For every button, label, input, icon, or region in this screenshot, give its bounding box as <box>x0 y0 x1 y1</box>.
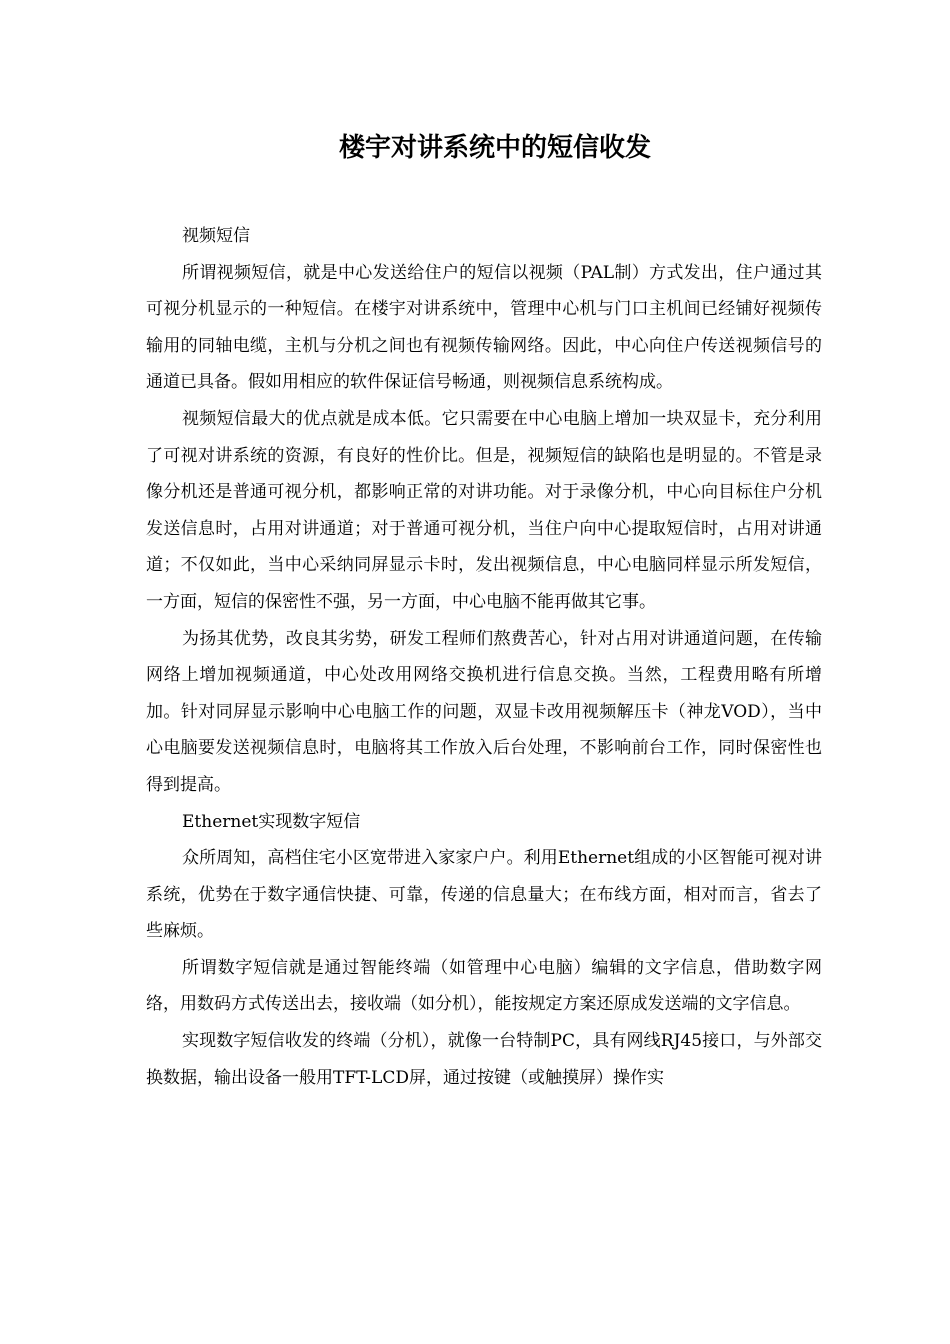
document-body <box>146 218 822 1096</box>
paragraph: 视频短信最大的优点就是成本低。它只需要在中心电脑上增加一块双显卡，充分利用了可视对讲系统的资源，有良好的性价比。但是，视频短信的缺陷也是明显的。不管是录像分机还是普通可视分机，都影响正常的对讲功能。对于录像分机，中心向目标住户分机发送信息时，占用对讲通道；对于普通可视分机，当住户向中心提取短信时，占用对讲通道；不仅如此，当中心采纳同屏显示卡时，发出视频信息，中心电脑同样显示所发短信，一方面，短信的保密性不强，另一方面，中心电脑不能再做其它事。 <box>146 408 822 612</box>
document-title: 楼宇对讲系统中的短信收发 <box>338 133 651 163</box>
paragraph: 众所周知，高档住宅小区宽带进入家家户户。利用Ethernet组成的小区智能可视对讲系统，优势在于数字通信快捷、可靠，传递的信息量大；在布线方面，相对而言，省去了些麻烦。 <box>146 848 822 942</box>
section-heading-video-sms: 视频短信 <box>182 226 250 246</box>
paragraph: 为扬其优势，改良其劣势，研发工程师们熬费苦心，针对占用对讲通道问题，在传输网络上增加视频通道，中心处改用网络交换机进行信息交换。当然，工程费用略有所增加。针对同屏显示影响中心电脑工作的问题，双显卡改用视频解压卡（神龙VOD），当中心电脑要发送视频信息时，电脑将其工作放入后台处理，不影响前台工作，同时保密性也得到提高。 <box>146 628 822 795</box>
paragraph: 实现数字短信收发的终端（分机），就像一台特制PC，具有网线RJ45接口，与外部交换数据，输出设备一般用TFT-LCD屏，通过按键（或触摸屏）操作实 <box>146 1031 822 1088</box>
paragraph: 所谓数字短信就是通过智能终端（如管理中心电脑）编辑的文字信息，借助数字网络，用数码方式传送出去，接收端（如分机），能按规定方案还原成发送端的文字信息。 <box>146 957 822 1015</box>
paragraph: 所谓视频短信，就是中心发送给住户的短信以视频（PAL制）方式发出，住户通过其可视分机显示的一种短信。在楼宇对讲系统中，管理中心机与门口主机间已经铺好视频传输用的同轴电缆，主机与分机之间也有视频传输网络。因此，中心向住户传送视频信号的通道已具备。假如用相应的软件保证信号畅通，则视频信息系统构成。 <box>146 262 822 393</box>
section-heading-ethernet-sms: Ethernet实现数字短信 <box>182 811 361 832</box>
